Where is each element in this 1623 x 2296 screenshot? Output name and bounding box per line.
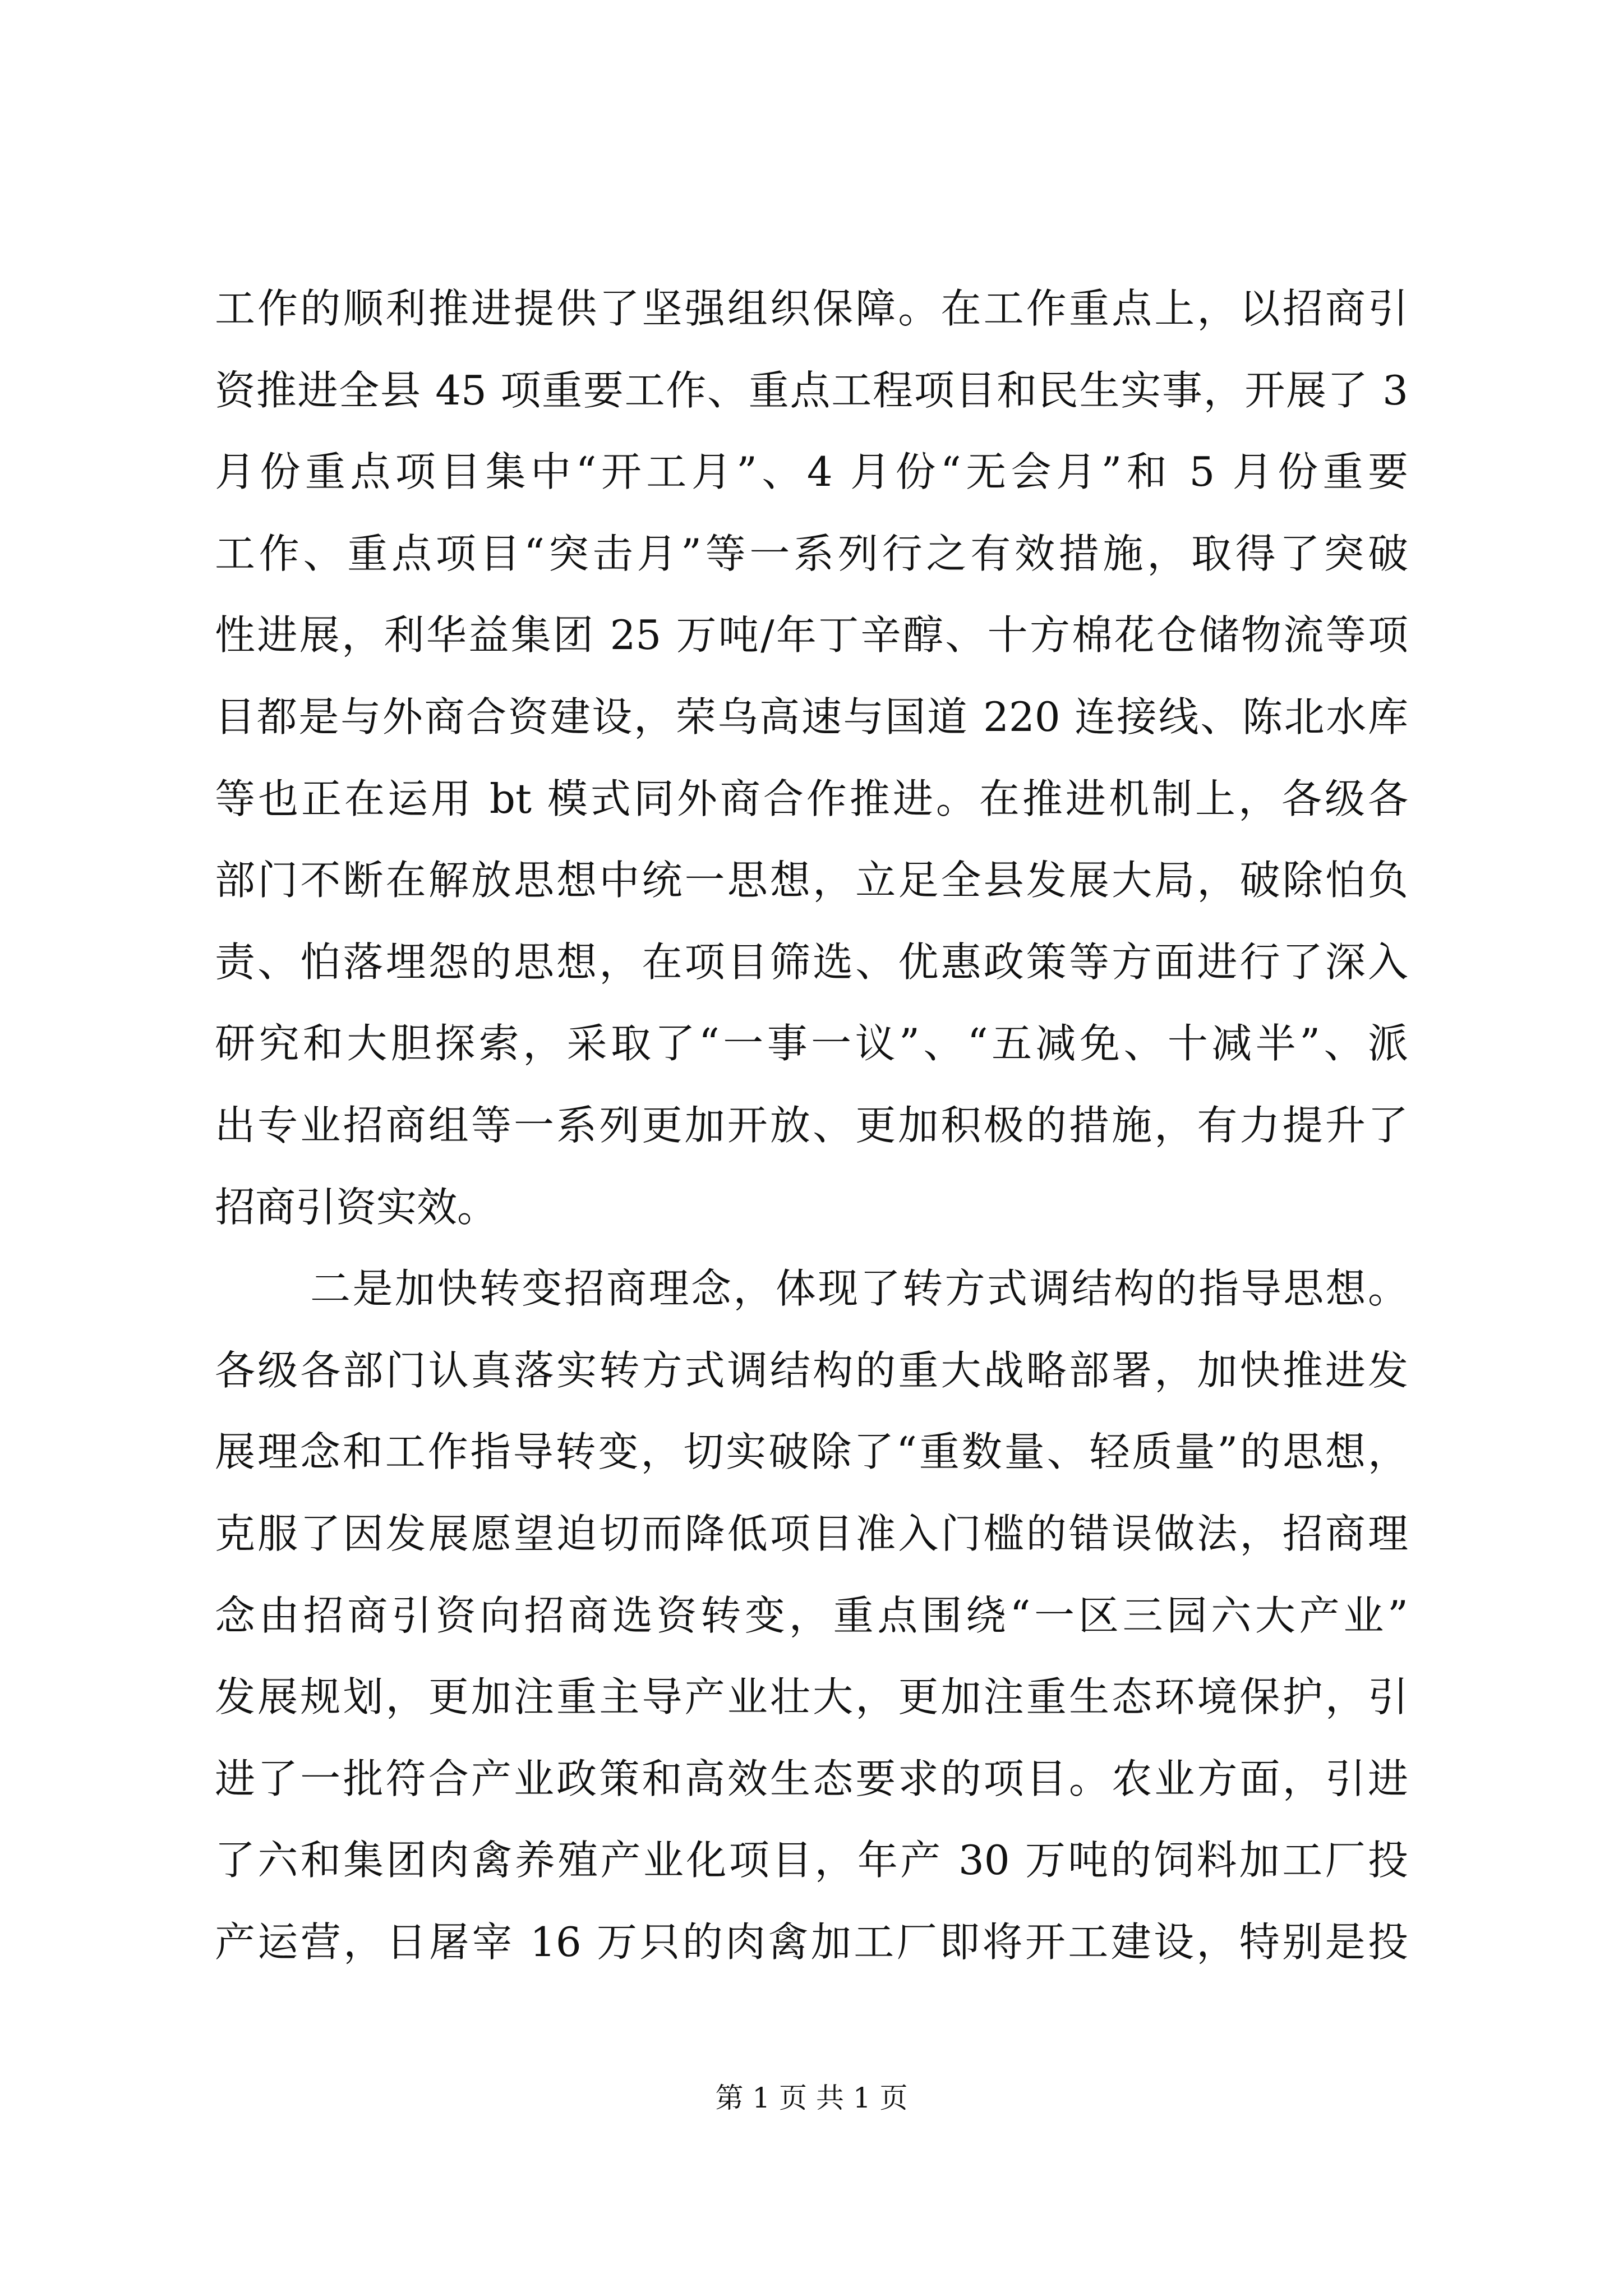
text-line: 目都是与外商合资建设，荣乌高速与国道 220 连接线、陈北水库 [215, 693, 1408, 740]
text-line: 研究和大胆探索，采取了“一事一议”、“五减免、十减半”、派 [215, 1020, 1408, 1068]
text-line: 性进展，利华益集团 25 万吨/年丁辛醇、十方棉花仓储物流等项 [215, 611, 1408, 659]
document-body [215, 268, 1408, 1983]
text-line: 发展规划，更加注重主导产业壮大，更加注重生态环境保护，引 [215, 1673, 1408, 1721]
text-line: 进了一批符合产业政策和高效生态要求的项目。农业方面，引进 [215, 1755, 1408, 1802]
text-line: 工作的顺利推进提供了坚强组织保障。在工作重点上，以招商引 [215, 285, 1408, 332]
text-line: 展理念和工作指导转变，切实破除了“重数量、轻质量”的思想， [215, 1428, 1408, 1476]
text-line: 念由招商引资向招商选资转变，重点围绕“一区三园六大产业” [215, 1591, 1408, 1639]
text-line: 月份重点项目集中“开工月”、4 月份“无会月”和 5 月份重要 [215, 448, 1408, 496]
text-line: 资推进全县 45 项重要工作、重点工程项目和民生实事，开展了 3 [215, 366, 1408, 414]
text-line: 工作、重点项目“突击月”等一系列行之有效措施，取得了突破 [215, 530, 1408, 577]
text-line-paragraph-end: 招商引资实效。 [215, 1183, 498, 1231]
text-line: 责、怕落埋怨的思想，在项目筛选、优惠政策等方面进行了深入 [215, 938, 1408, 986]
page-number-footer: 第 1 页 共 1 页 [715, 2082, 908, 2114]
text-line: 各级各部门认真落实转方式调结构的重大战略部署，加快推进发 [215, 1346, 1408, 1394]
text-line: 克服了因发展愿望迫切而降低项目准入门槛的错误做法，招商理 [215, 1510, 1408, 1557]
text-line-paragraph-start: 二是加快转变招商理念，体现了转方式调结构的指导思想。 [310, 1265, 1408, 1313]
text-line: 出专业招商组等一系列更加开放、更加积极的措施，有力提升了 [215, 1101, 1408, 1149]
text-line: 了六和集团肉禽养殖产业化项目，年产 30 万吨的饲料加工厂投 [215, 1837, 1408, 1884]
text-line: 部门不断在解放思想中统一思想，立足全县发展大局，破除怕负 [215, 857, 1408, 904]
text-line: 等也正在运用 bt 模式同外商合作推进。在推进机制上，各级各 [215, 775, 1408, 822]
text-line: 产运营，日屠宰 16 万只的肉禽加工厂即将开工建设，特别是投 [215, 1918, 1408, 1966]
